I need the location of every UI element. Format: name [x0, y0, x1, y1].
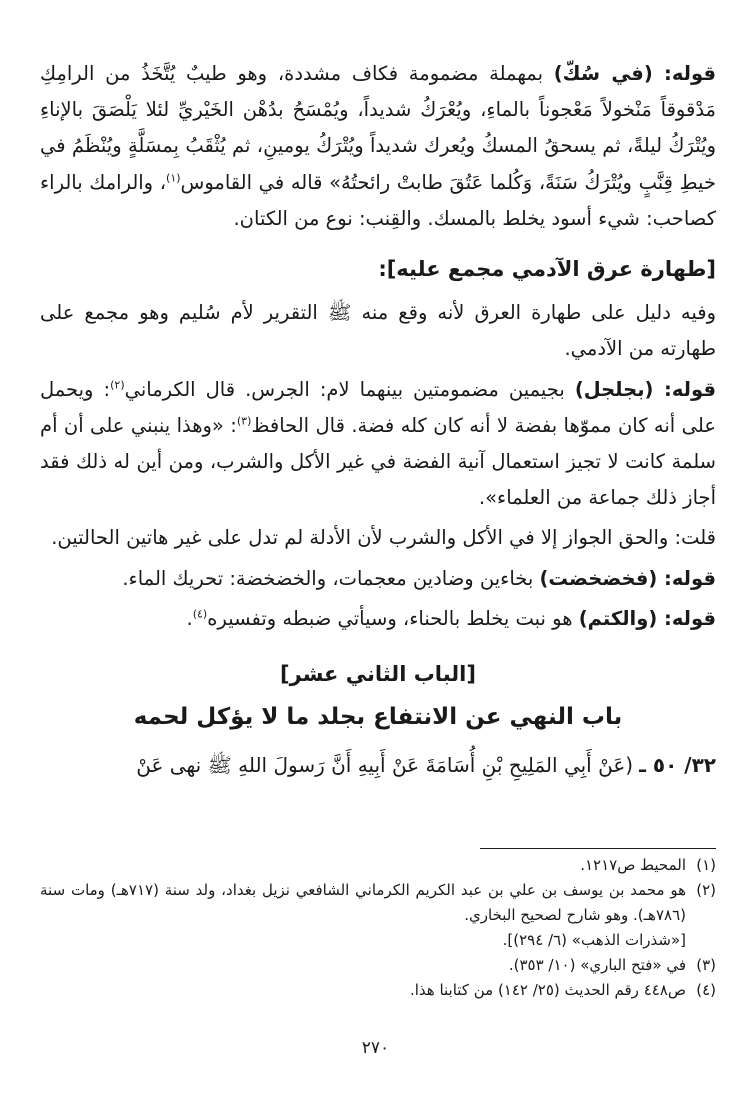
hadith-body: (عَنْ أَبِي المَلِيحِ بْنِ أُسَامَةَ عَنْ أَبِيهِ أَنَّ رَسولَ اللهِ ﷺ نهى عَنْ: [136, 753, 634, 778]
hadith-text: [40, 747, 716, 783]
paragraph-text: بمهملة مضمومة فكاف مشددة، وهو طيبٌ يُتَّخَذُ من الرامِكِ مَدْقوقاً مَنْخولاً مَعْجوناً بالماءِ، ويُعْرَكُ شديداً، ويُمْسَحُ بدُهْن الخَيْريِّ لئلا يَلْصَقَ بالإناءِ ويُتْرَكُ ليلةً، ثم يسحقُ المسكُ ويُعرك شديداً ويُتْرَكُ يومينِ، ثم يُثْقَبُ بِمسَلَّةٍ ويُنْظَمُ في خيطِ قِنَّبٍ ويُتْرَكُ سَنَةً، وَكُلما عَتُقَ طابتْ رائحتُهُ» قاله في القاموس: [40, 62, 716, 194]
chapter-number: [الباب الثاني عشر]: [280, 662, 476, 687]
paragraph-text: بخاءين وضادين معجمات، والخضخضة: تحريك الماء.: [122, 566, 540, 590]
footnotes: [40, 853, 716, 1003]
footnote-ref[interactable]: (١): [166, 171, 181, 185]
main-text: [40, 56, 716, 783]
paragraph-katam: [40, 601, 716, 637]
footnote-ref[interactable]: (٤): [192, 607, 208, 621]
footnote-ref[interactable]: (٣): [236, 414, 252, 428]
footnote-1: [40, 853, 716, 878]
footnote-number: (٢): [696, 881, 716, 899]
footnote-number: (١): [696, 856, 716, 874]
footnote-text: في «فتح الباري» (١٠/ ٣٥٣).: [508, 956, 686, 974]
term-label: قوله: (في سُكّ): [553, 62, 716, 85]
footnote-number: (٣): [696, 956, 716, 974]
paragraph-text: هو نبت يخلط بالحناء، وسيأتي ضبطه وتفسيره: [207, 606, 579, 630]
footnote-2: [40, 878, 716, 928]
paragraph-sukk: [40, 56, 716, 237]
footnote-text: المحيط ص١٢١٧.: [580, 856, 686, 874]
paragraph-jaljal: [40, 372, 716, 517]
term-label: قوله: (والكتم): [578, 606, 716, 630]
paragraph-text: : ويحمل على أنه كان مموّها بفضة لا أنه كان كله فضة. قال الحافظ: [40, 377, 716, 437]
page-number: ٢٧٠: [361, 1038, 390, 1058]
footnote-text: ص٤٤٨ رقم الحديث (٢٥/ ١٤٢) من كتابنا هذا.: [409, 981, 686, 999]
paragraph-text: .: [186, 606, 193, 630]
footnote-number: (٤): [696, 981, 716, 999]
paragraph-sweat: وفيه دليل على طهارة العرق لأنه وقع منه ﷺ التقرير لأم سُليم وهو مجمع على طهارته من الآدمي.: [40, 301, 716, 361]
paragraph-khadkhada: [40, 561, 716, 597]
section-heading: [طهارة عرق الآدمي مجمع عليه]:: [378, 257, 716, 282]
paragraph-text: : «وهذا ينبني على أن أم سلمة كانت لا تجيز استعمال آنية الفضة في غير الأكل والشرب، ومن أين له ذلك فقد أجاز ذلك جماعة من العلماء».: [40, 413, 716, 510]
paragraph-ruling: قلت: والحق الجواز إلا في الأكل والشرب لأن الأدلة لم تدل على غير هاتين الحالتين.: [51, 526, 716, 550]
term-label: قوله: (فخضخضت): [539, 566, 716, 590]
footnote-3: [40, 953, 716, 978]
footnote-text: هو محمد بن يوسف بن علي بن عبد الكريم الكرماني الشافعي نزيل بغداد، ولد سنة (٧١٧هـ) ومات سنة (٧٨٦هـ). وهو شارح لصحيح البخاري.: [40, 881, 686, 924]
paragraph-text: بجيمين مضمومتين بينهما لام: الجرس. قال الكرماني: [124, 377, 575, 401]
term-label: قوله: (بجلجل): [574, 377, 717, 401]
paragraph-text: ، والرامك بالراء كصاحب: شيء أسود يخلط بالمسك. والقِنب: نوع من الكتان.: [40, 170, 716, 230]
footnote-4: [40, 978, 716, 1003]
footnote-ref[interactable]: (٢): [110, 378, 125, 392]
chapter-title: باب النهي عن الانتفاع بجلد ما لا يؤكل لحمه: [133, 704, 623, 731]
hadith-number: ٣٢/ ٥٠ ـ: [639, 753, 716, 778]
footnote-divider: [480, 848, 716, 849]
footnote-2-source: [«شذرات الذهب» (٦/ ٢٩٤)].: [502, 931, 686, 949]
